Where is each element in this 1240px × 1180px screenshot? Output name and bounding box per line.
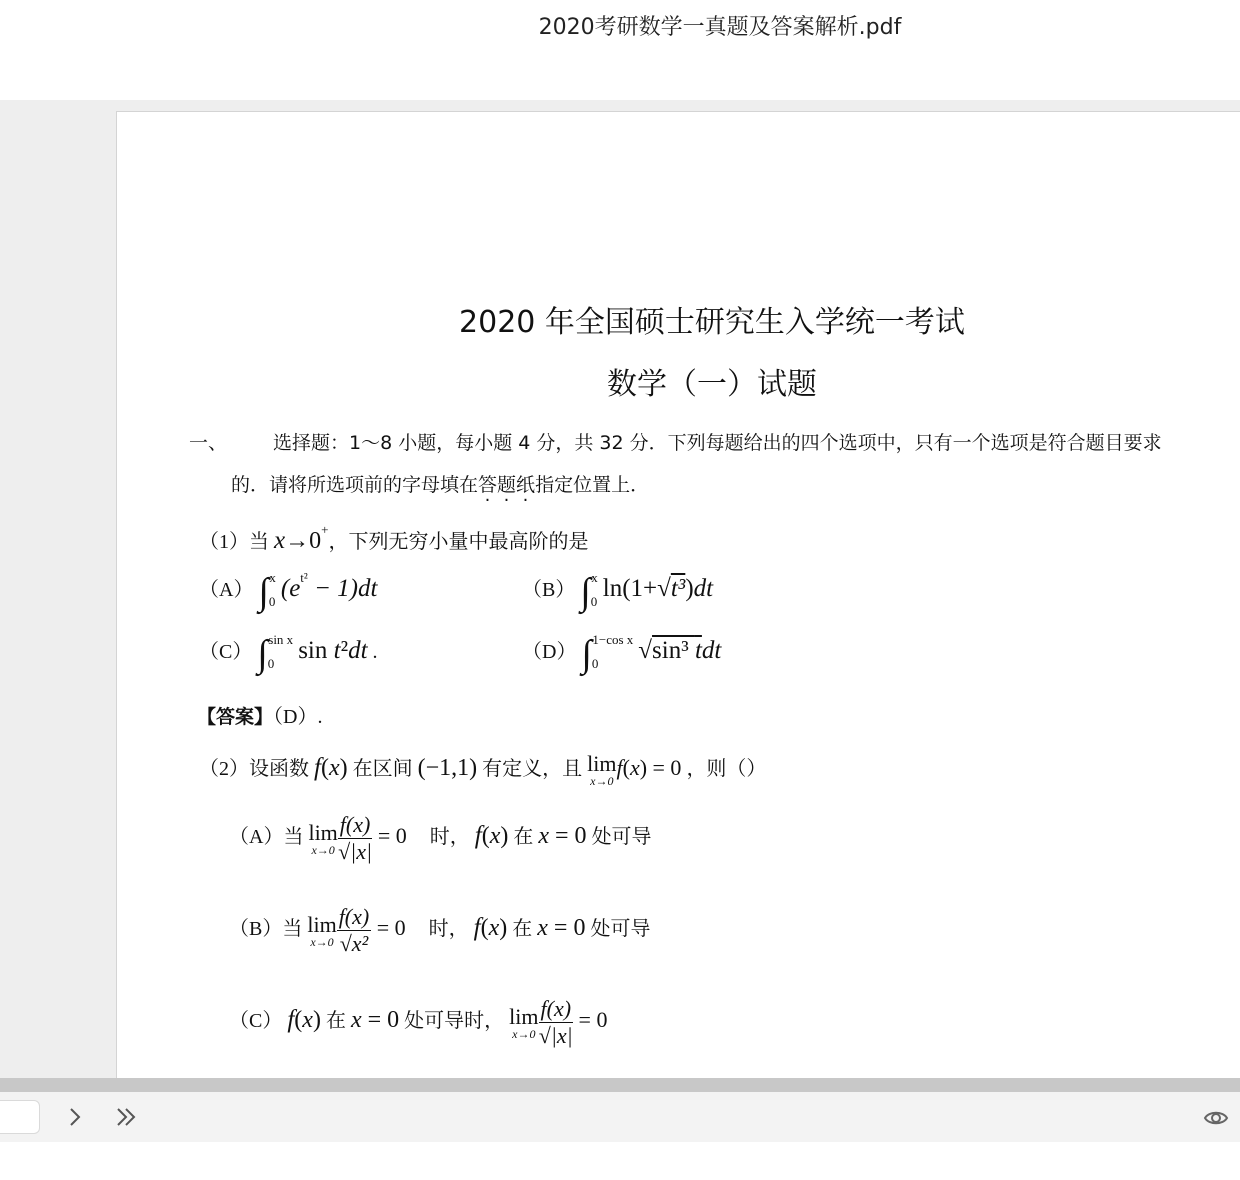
answer-label: 【答案】	[197, 706, 274, 728]
q2-option-c: （C） f(x) 在 x = 0 处可导时， lim x→0 $\frac{f(x)}{√|x|}$ = 0	[229, 996, 608, 1048]
document-title: 2020考研数学一真题及答案解析.pdf	[538, 15, 902, 40]
pdf-page	[116, 111, 1240, 1078]
page-number-input[interactable]	[0, 1100, 40, 1134]
last-page-button[interactable]	[110, 1100, 144, 1134]
emph-char: 题	[497, 474, 517, 496]
chevron-right-icon	[65, 1105, 85, 1129]
bottom-toolbar	[0, 1092, 1240, 1142]
q1-option-c: （C） $\int_0^{sin x}$ sin t²dt .	[199, 632, 378, 675]
q1-answer	[197, 700, 322, 729]
exam-subtitle: 数学（一）试题	[607, 367, 817, 402]
view-mode-button[interactable]	[1202, 1104, 1230, 1132]
eye-icon	[1202, 1104, 1230, 1132]
q2-option-b: （B）当 lim x→0 $\frac{f(x)}{\text{√x²}}$ = 0 时， f(x) 在 x = 0 处可导	[229, 904, 651, 956]
next-page-button[interactable]	[58, 1100, 92, 1134]
exam-title: 2020 年全国硕士研究生入学统一考试	[459, 305, 965, 340]
emph-char: 答	[478, 474, 498, 496]
pdf-viewer[interactable]	[0, 100, 1240, 1078]
q1-option-b: （B） $\int_0^x$ ln(1+√t³)dt	[522, 570, 714, 613]
q1-tail: ，下列无穷小量中最高阶的是	[328, 531, 589, 553]
double-chevron-right-icon	[113, 1105, 141, 1129]
emph-char: 纸	[516, 474, 536, 496]
section-header	[189, 422, 1240, 506]
q1-option-d: （D） $\int_0^{1-cos x}$ √sin³ tdt	[522, 632, 722, 675]
title-bar	[0, 0, 1240, 100]
q1-option-a: （A） $\int_0^x$ $(e^{t^2} - 1)dt$	[199, 570, 378, 613]
question-1: （1）当 x→0+，下列无穷小量中最高阶的是	[199, 522, 589, 554]
question-2: （2）设函数 f(x) 在区间 (−1,1) 有定义，且 lim x→0 f(x) = 0 ，则（）	[199, 751, 767, 789]
answer-value: （D）.	[273, 706, 323, 728]
horizontal-scrollbar[interactable]	[0, 1078, 1240, 1092]
q1-label: （1）当	[199, 531, 269, 553]
math: x	[274, 527, 286, 554]
section-text-1: 选择题：1～8 小题，每小题 4 分，共 32 分．下列每题给出的四个选项中，只有一个选项是符合题目要求	[273, 432, 1162, 454]
section-text-2a: 的．请将所选项前的字母填在	[231, 474, 479, 496]
section-number: 一、	[189, 432, 228, 454]
section-text-2b: 指定位置上．	[535, 474, 650, 496]
q2-option-a: （A）当 lim x→0 $\frac{f(x)}{√|x|}$ = 0 时， f(x) 在 x = 0 处可导	[229, 812, 652, 864]
